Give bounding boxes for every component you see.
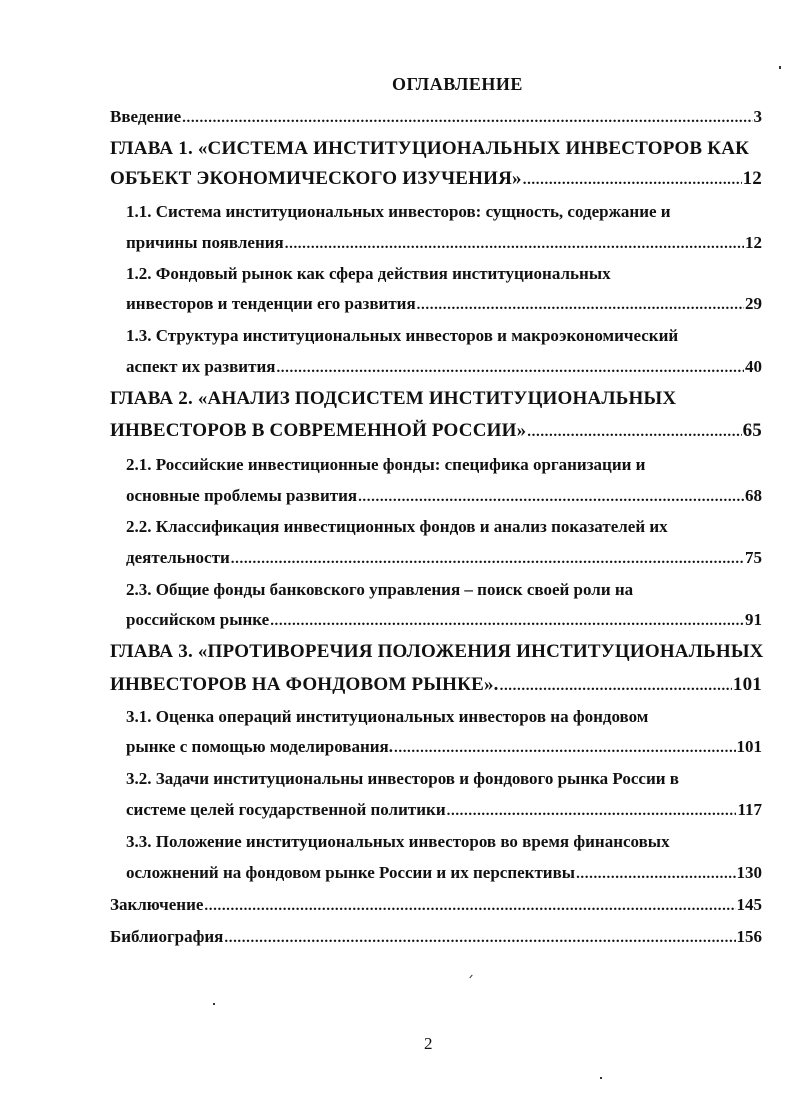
toc-entry-text: системе целей государственной политики xyxy=(126,800,446,819)
dot-leader xyxy=(576,861,735,886)
toc-entry-text: ГЛАВА 2. «АНАЛИЗ ПОДСИСТЕМ ИНСТИТУЦИОНАЛЬНЫХ xyxy=(110,388,677,409)
toc-entry-text: 1.2. Фондовый рынок как сфера действия институциональных xyxy=(126,264,611,283)
dot-leader xyxy=(224,925,735,950)
toc-entry-text: ИНВЕСТОРОВ В СОВРЕМЕННОЙ РОССИИ» xyxy=(110,420,527,441)
dot-leader xyxy=(523,167,742,192)
toc-entry-section-2-2[interactable] xyxy=(126,515,668,539)
toc-entry-text: деятельности xyxy=(126,548,230,567)
toc-entry-section-2-2-cont[interactable] xyxy=(126,546,762,570)
toc-entry-text: ОБЪЕКТ ЭКОНОМИЧЕСКОГО ИЗУЧЕНИЯ» xyxy=(110,168,522,189)
toc-entry-text: 2.2. Классификация инвестиционных фондов и анализ показателей их xyxy=(126,517,668,536)
toc-entry-page: 117 xyxy=(737,800,762,819)
scan-speck xyxy=(469,975,472,979)
dot-leader xyxy=(527,419,741,444)
dot-leader xyxy=(285,231,744,256)
toc-entry-text: 3.1. Оценка операций институциональных инвесторов на фондовом xyxy=(126,707,649,726)
toc-entry-text: 1.3. Структура институциональных инвесторов и макроэкономический xyxy=(126,326,679,345)
toc-entry-text: 2.1. Российские инвестиционные фонды: специфика организации и xyxy=(126,455,646,474)
scan-speck xyxy=(213,1003,215,1005)
toc-entry-page: 91 xyxy=(745,610,762,629)
toc-entry-bibliography[interactable] xyxy=(110,925,762,949)
toc-entry-chapter-1[interactable] xyxy=(110,137,749,161)
toc-entry-text: Библиография xyxy=(110,927,224,946)
toc-entry-section-1-1[interactable] xyxy=(126,200,671,224)
scan-speck xyxy=(779,66,781,69)
dot-leader xyxy=(182,105,752,130)
toc-entry-section-3-2[interactable] xyxy=(126,767,679,791)
toc-entry-page: 65 xyxy=(742,420,762,441)
toc-entry-chapter-3-cont[interactable] xyxy=(110,673,762,697)
toc-entry-page: 130 xyxy=(736,863,762,882)
toc-entry-section-2-3-cont[interactable] xyxy=(126,608,762,632)
toc-entry-page: 156 xyxy=(736,927,762,946)
toc-entry-text: осложнений на фондовом рынке России и их перспективы xyxy=(126,863,576,882)
toc-entry-chapter-2[interactable] xyxy=(110,387,676,411)
toc-entry-section-3-1[interactable] xyxy=(126,705,648,729)
toc-entry-section-3-1-cont[interactable] xyxy=(126,735,762,759)
toc-entry-page: 40 xyxy=(745,357,762,376)
toc-entry-page: 68 xyxy=(745,486,762,505)
toc-entry-text: рынке с помощью моделирования. xyxy=(126,737,393,756)
toc-entry-page: 145 xyxy=(736,895,762,914)
toc-entry-section-3-2-cont[interactable] xyxy=(126,798,762,822)
dot-leader xyxy=(394,735,736,760)
dot-leader xyxy=(270,608,744,633)
dot-leader xyxy=(447,798,737,823)
dot-leader xyxy=(417,292,744,317)
toc-entry-section-1-3-cont[interactable] xyxy=(126,355,762,379)
page-title: ОГЛАВЛЕНИЕ xyxy=(392,74,523,94)
toc-entry-text: аспект их развития xyxy=(126,357,276,376)
toc-entry-chapter-3[interactable] xyxy=(110,640,764,664)
toc-entry-conclusion[interactable] xyxy=(110,893,762,917)
toc-entry-section-3-3[interactable] xyxy=(126,830,670,854)
toc-entry-text: российском рынке xyxy=(126,610,270,629)
toc-entry-text: инвесторов и тенденции его развития xyxy=(126,294,416,313)
toc-entry-page: 12 xyxy=(745,233,762,252)
toc-entry-text: ГЛАВА 1. «СИСТЕМА ИНСТИТУЦИОНАЛЬНЫХ ИНВЕСТОРОВ КАК xyxy=(110,138,750,159)
toc-entry-text: 3.2. Задачи институциональны инвесторов и фондового рынка России в xyxy=(126,769,679,788)
toc-entry-page: 75 xyxy=(745,548,762,567)
toc-entry-introduction[interactable] xyxy=(110,105,762,129)
toc-entry-text: 2.3. Общие фонды банковского управления – поиск своей роли на xyxy=(126,580,634,599)
toc-entry-section-2-1-cont[interactable] xyxy=(126,484,762,508)
toc-entry-section-1-2[interactable] xyxy=(126,262,611,286)
page-number: 2 xyxy=(424,1034,433,1053)
toc-entry-text: Заключение xyxy=(110,895,204,914)
toc-entry-page: 12 xyxy=(742,168,762,189)
toc-entry-section-1-1-cont[interactable] xyxy=(126,231,762,255)
toc-entry-page: 101 xyxy=(736,737,762,756)
dot-leader xyxy=(231,546,744,571)
toc-entry-page: 101 xyxy=(732,674,762,695)
dot-leader xyxy=(276,355,744,380)
toc-entry-chapter-1-cont[interactable] xyxy=(110,167,762,191)
toc-entry-page: 3 xyxy=(753,107,762,126)
toc-entry-section-2-3[interactable] xyxy=(126,578,633,602)
toc-entry-section-3-3-cont[interactable] xyxy=(126,861,762,885)
toc-entry-chapter-2-cont[interactable] xyxy=(110,419,762,443)
toc-entry-text: ГЛАВА 3. «ПРОТИВОРЕЧИЯ ПОЛОЖЕНИЯ ИНСТИТУЦИОНАЛЬНЫХ xyxy=(110,641,764,662)
toc-entry-page: 29 xyxy=(745,294,762,313)
scan-speck xyxy=(600,1077,602,1079)
toc-entry-section-1-3[interactable] xyxy=(126,324,678,348)
toc-entry-text: причины появления xyxy=(126,233,284,252)
toc-entry-text: 1.1. Система институциональных инвесторов: сущность, содержание и xyxy=(126,202,671,221)
dot-leader xyxy=(500,673,732,698)
toc-entry-section-1-2-cont[interactable] xyxy=(126,292,762,316)
dot-leader xyxy=(204,893,735,918)
toc-entry-text: ИНВЕСТОРОВ НА ФОНДОВОМ РЫНКЕ». xyxy=(110,674,499,695)
dot-leader xyxy=(358,484,744,509)
toc-entry-text: Введение xyxy=(110,107,182,126)
toc-entry-section-2-1[interactable] xyxy=(126,453,645,477)
toc-entry-text: 3.3. Положение институциональных инвесторов во время финансовых xyxy=(126,832,670,851)
toc-entry-text: основные проблемы развития xyxy=(126,486,358,505)
